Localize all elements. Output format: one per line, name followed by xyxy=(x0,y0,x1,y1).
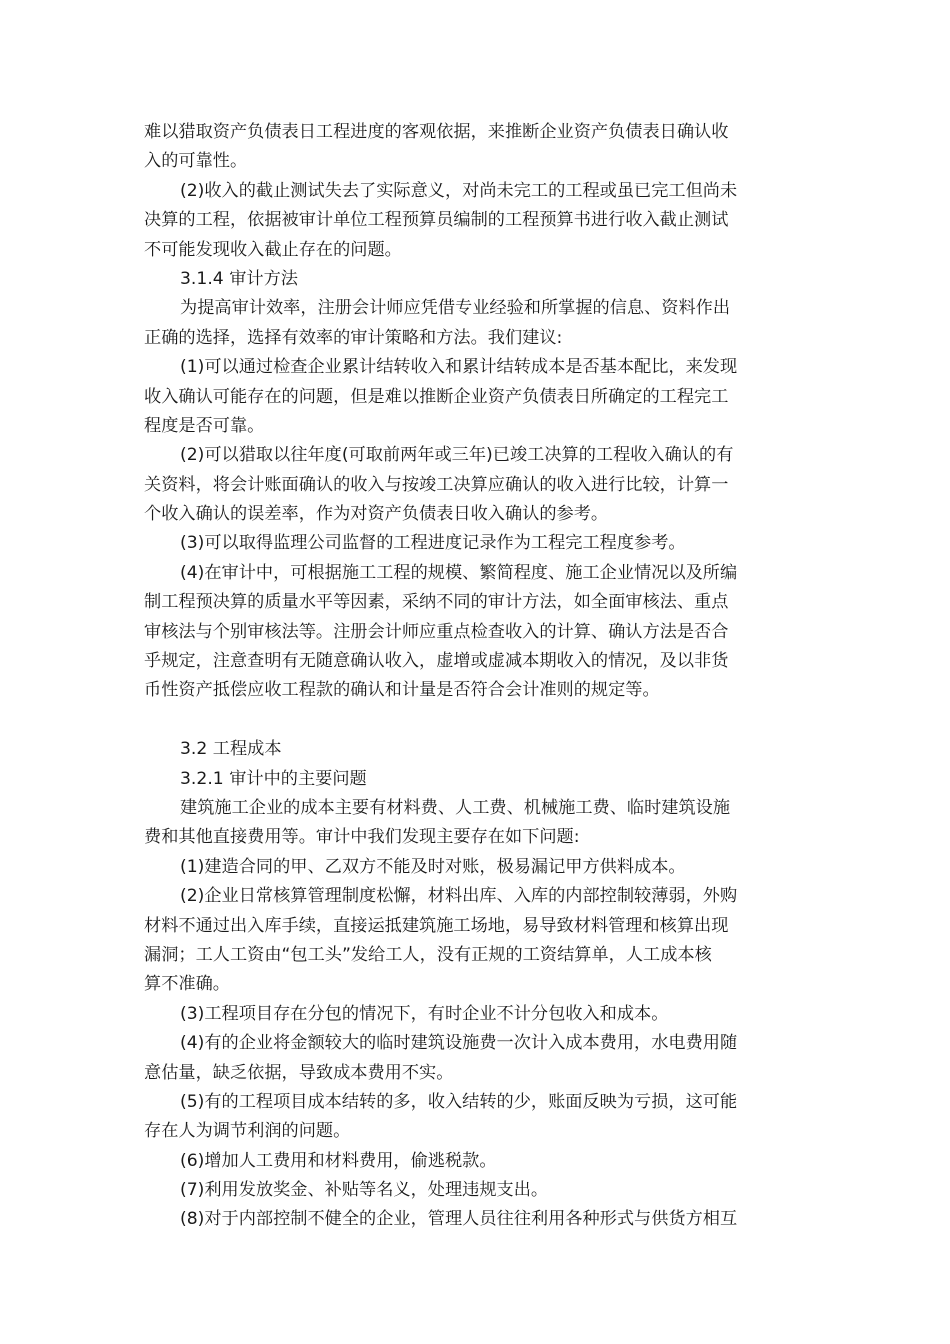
text-line: 审核法与个别审核法等。注册会计师应重点检查收入的计算、确认方法是否合 xyxy=(144,621,729,642)
text-line: (1)建造合同的甲、乙双方不能及时对账，极易漏记甲方供料成本。 xyxy=(180,856,686,877)
text-line: 3.1.4 审计方法 xyxy=(180,268,298,289)
text-line: 意估量，缺乏依据，导致成本费用不实。 xyxy=(144,1062,454,1083)
text-line: 不可能发现收入截止存在的问题。 xyxy=(144,239,402,260)
text-line: 入的可靠性。 xyxy=(144,151,248,172)
text-line: 费和其他直接费用等。审计中我们发现主要存在如下问题: xyxy=(144,827,580,848)
text-line: 乎规定，注意查明有无随意确认收入，虚增或虚减本期收入的情况，及以非货 xyxy=(144,651,729,672)
text-line: 3.2.1 审计中的主要问题 xyxy=(180,768,367,789)
text-line: 币性资产抵偿应收工程款的确认和计量是否符合会计准则的规定等。 xyxy=(144,680,660,701)
text-line: (8)对于内部控制不健全的企业，管理人员往往利用各种形式与供货方相互 xyxy=(180,1209,738,1230)
text-line: (7)利用发放奖金、补贴等名义，处理违规支出。 xyxy=(180,1180,549,1201)
text-line: 算不准确。 xyxy=(144,974,230,995)
text-line: (2)企业日常核算管理制度松懈，材料出库、入库的内部控制较薄弱，外购 xyxy=(180,886,738,907)
text-line: (3)可以取得监理公司监督的工程进度记录作为工程完工程度参考。 xyxy=(180,533,686,554)
text-line: (4)在审计中，可根据施工工程的规模、繁简程度、施工企业情况以及所编 xyxy=(180,562,738,583)
text-line: (3)工程项目存在分包的情况下，有时企业不计分包收入和成本。 xyxy=(180,1003,669,1024)
text-line: 材料不通过出入库手续，直接运抵建筑施工场地，易导致材料管理和核算出现 xyxy=(144,915,729,936)
text-line: 正确的选择，选择有效率的审计策略和方法。我们建议: xyxy=(144,327,563,348)
text-line: 决算的工程，依据被审计单位工程预算员编制的工程预算书进行收入截止测试 xyxy=(144,210,729,231)
text-line: 关资料，将会计账面确认的收入与按竣工决算应确认的收入进行比较，计算一 xyxy=(144,474,729,495)
text-line: 程度是否可靠。 xyxy=(144,415,265,436)
text-line: (5)有的工程项目成本结转的多，收入结转的少，账面反映为亏损，这可能 xyxy=(180,1091,738,1112)
text-line: 制工程预决算的质量水平等因素，采纳不同的审计方法，如全面审核法、重点 xyxy=(144,592,729,613)
text-line: 建筑施工企业的成本主要有材料费、人工费、机械施工费、临时建筑设施 xyxy=(180,797,731,818)
text-line: (2)可以猎取以往年度(可取前两年或三年)已竣工决算的工程收入确认的有 xyxy=(180,445,734,466)
text-line: (4)有的企业将金额较大的临时建筑设施费一次计入成本费用，水电费用随 xyxy=(180,1033,738,1054)
text-line: 漏洞；工人工资由“包工头”发给工人，没有正规的工资结算单，人工成本核 xyxy=(144,944,712,965)
text-line: (2)收入的截止测试失去了实际意义，对尚未完工的工程或虽已完工但尚未 xyxy=(180,180,738,201)
blank-line xyxy=(144,706,808,735)
text-line: 收入确认可能存在的问题，但是难以推断企业资产负债表日所确定的工程完工 xyxy=(144,386,729,407)
document-body xyxy=(144,118,808,1235)
text-line: 个收入确认的误差率，作为对资产负债表日收入确认的参考。 xyxy=(144,504,609,525)
text-line: 为提高审计效率，注册会计师应凭借专业经验和所掌握的信息、资料作出 xyxy=(180,298,731,319)
text-line: 难以猎取资产负债表日工程进度的客观依据，来推断企业资产负债表日确认收 xyxy=(144,122,729,142)
text-line: 3.2 工程成本 xyxy=(180,739,282,760)
text-line: (6)增加人工费用和材料费用，偷逃税款。 xyxy=(180,1150,497,1171)
text-line: (1)可以通过检查企业累计结转收入和累计结转成本是否基本配比，来发现 xyxy=(180,357,738,378)
text-line: 存在人为调节利润的问题。 xyxy=(144,1121,351,1142)
